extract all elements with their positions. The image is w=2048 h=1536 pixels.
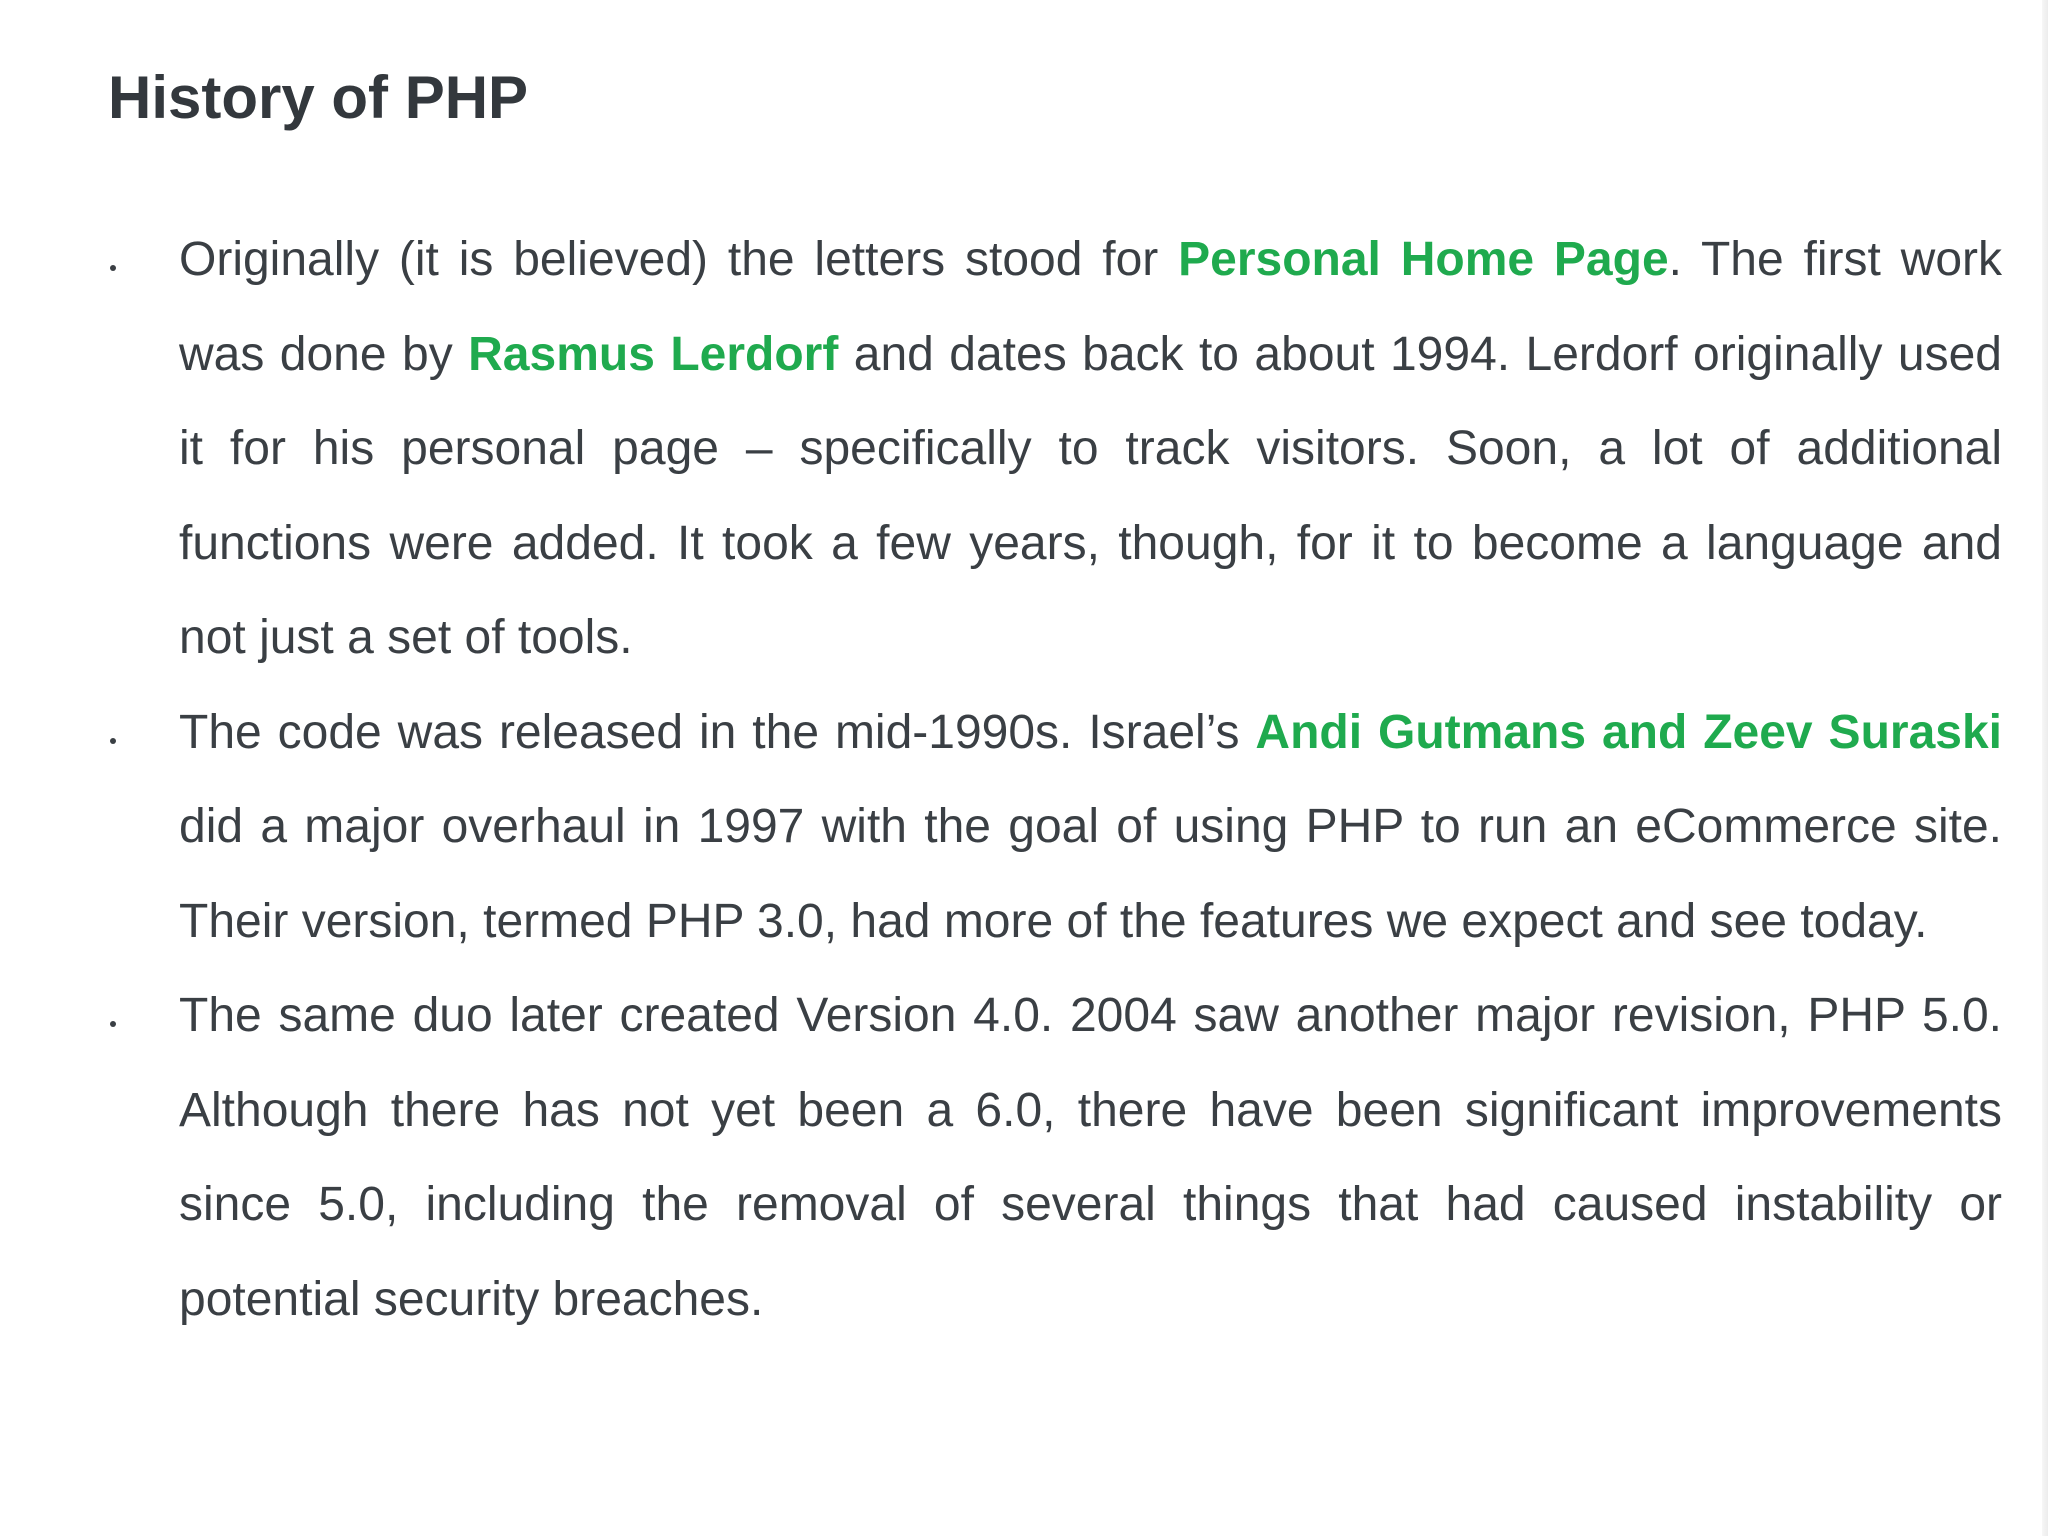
bullet-dot-icon [108, 213, 118, 308]
bullet-text: The code was released in the mid-1990s. Israel’s [179, 705, 1256, 759]
slide-edge [2042, 0, 2048, 1536]
bullet-item-versions [108, 969, 2002, 1347]
bullet-item-release [108, 686, 2002, 970]
bullet-text: The same duo later created Version 4.0. 2004 saw another major revision, PHP 5.0. Although there has not yet been a 6.0, there have been significant improvements since 5.0, including the removal of several things that had caused instability or potential security breaches. [179, 989, 2002, 1326]
bullet-text: Originally (it is believed) the letters stood for [179, 233, 1179, 286]
bullet-dot-icon [108, 969, 118, 1064]
bullet-text: and dates back to about 1994. Lerdorf originally used it for his personal page – specifically to track visitors. Soon, a lot of additional functions were added. It took a few years, though, for it to become a language and not just a set of tools. [179, 327, 2002, 664]
bullet-item-origin [108, 213, 2002, 686]
highlight-name: Rasmus Lerdorf [468, 327, 839, 381]
bullet-list [108, 213, 2002, 1347]
bullet-text: did a major overhaul in 1997 with the goal of using PHP to run an eCommerce site. Their version, termed PHP 3.0, had more of the features we expect and see today. [179, 800, 2002, 948]
highlight-term: Personal Home Page [1178, 233, 1669, 286]
bullet-text: . The first work was done by [179, 233, 2003, 381]
bullet-dot-icon [108, 686, 118, 781]
page-title: History of PHP [108, 64, 529, 131]
highlight-name: Andi Gutmans and Zeev Suraski [1255, 705, 2002, 759]
